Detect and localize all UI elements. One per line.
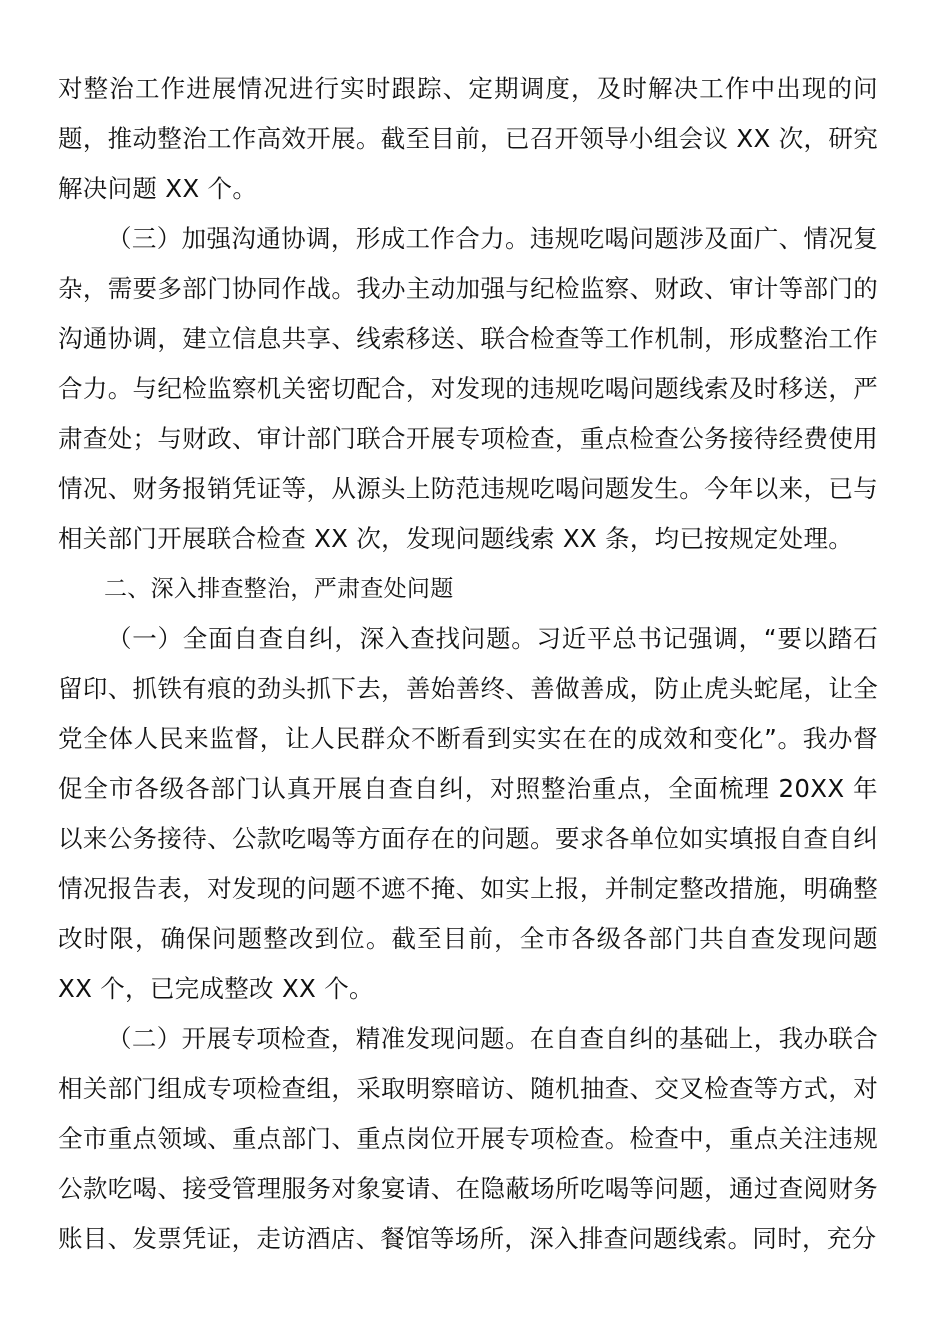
paragraph-section-three: （三）加强沟通协调，形成工作合力。违规吃喝问题涉及面广、情况复杂，需要多部门协同作战。我办主动加强与纪检监察、财政、审计等部门的沟通协调，建立信息共享、线索移送、联合检查等工作机制，形成整治工作合力。与纪检监察机关密切配合，对发现的违规吃喝问题线索及时移送，严肃查处；与财政、审计部门联合开展专项检查，重点检查公务接待经费使用情况、财务报销凭证等，从源头上防范违规吃喝问题发生。今年以来，已与相关部门开展联合检查 XX 次，发现问题线索 XX 条，均已按规定处理。 <box>58 224 878 553</box>
paragraph-continuation: 对整治工作进展情况进行实时跟踪、定期调度，及时解决工作中出现的问题，推动整治工作高效开展。截至目前，已召开领导小组会议 XX 次，研究解决问题 XX 个。 <box>58 74 878 203</box>
section-heading-two: 二、深入排查整治，严肃查处问题 <box>104 576 454 602</box>
paragraph-special-inspection: （二）开展专项检查，精准发现问题。在自查自纠的基础上，我办联合相关部门组成专项检查组，采取明察暗访、随机抽查、交叉检查等方式，对全市重点领域、重点部门、重点岗位开展专项检查。检查中，重点关注违规公款吃喝、接受管理服务对象宴请、在隐蔽场所吃喝等问题，通过查阅财务账目、发票凭证，走访酒店、餐馆等场所，深入排查问题线索。同时，充分 <box>58 1024 878 1253</box>
document-body <box>58 64 878 1264</box>
paragraph-self-inspection: （一）全面自查自纠，深入查找问题。习近平总书记强调，“要以踏石留印、抓铁有痕的劲头抓下去，善始善终、善做善成，防止虎头蛇尾，让全党全体人民来监督，让人民群众不断看到实实在在的成效和变化”。我办督促全市各级各部门认真开展自查自纠，对照整治重点，全面梳理 20XX 年以来公务接待、公款吃喝等方面存在的问题。要求各单位如实填报自查自纠情况报告表，对发现的问题不遮不掩、如实上报，并制定整改措施，明确整改时限，确保问题整改到位。截至目前，全市各级各部门共自查发现问题 XX 个，已完成整改 XX 个。 <box>58 624 878 1003</box>
